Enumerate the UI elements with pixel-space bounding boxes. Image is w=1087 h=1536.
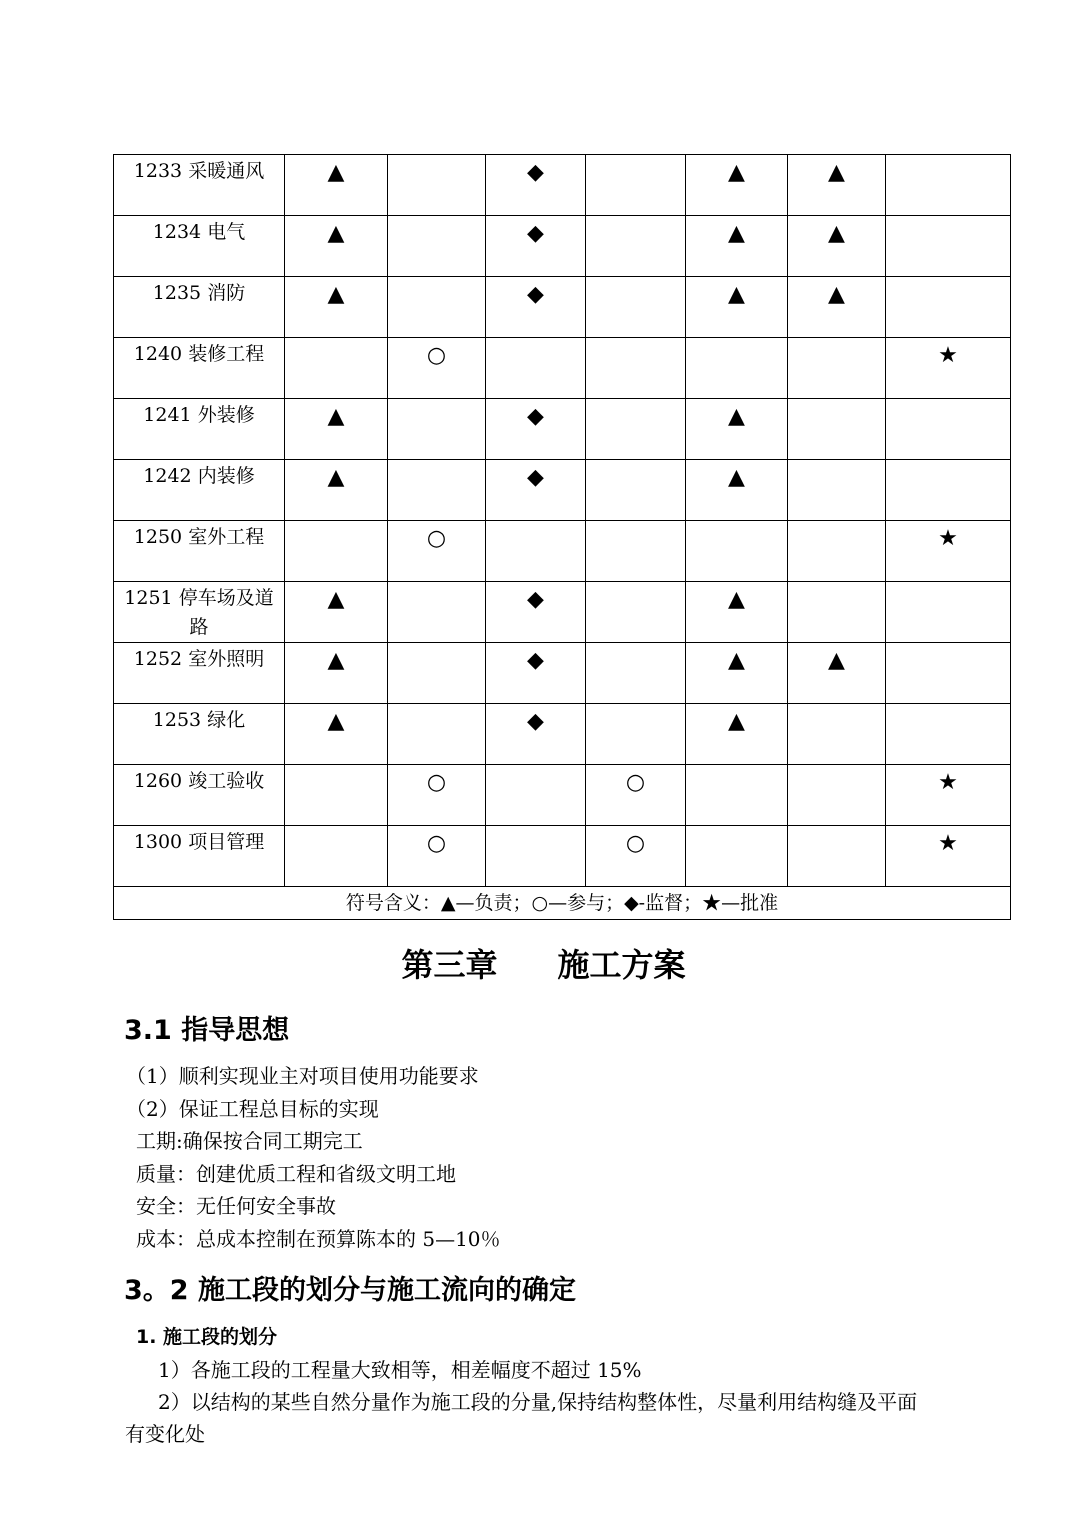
table-row: [114, 582, 1011, 643]
symbol-cell: ▲: [285, 643, 388, 704]
symbol-cell: ○: [388, 765, 486, 826]
symbol-cell: ◆: [486, 399, 586, 460]
guideline-line-2: （2）保证工程总目标的实现: [126, 1097, 379, 1121]
symbol-cell: [388, 277, 486, 338]
symbol-cell: [886, 155, 1011, 216]
symbol-cell: ▲: [686, 704, 788, 765]
symbol-cell: [788, 704, 886, 765]
symbol-cell: [686, 765, 788, 826]
symbol-cell: [886, 704, 1011, 765]
symbol-cell: ▲: [686, 460, 788, 521]
symbol-cell: ▲: [285, 277, 388, 338]
symbol-cell: [388, 155, 486, 216]
symbol-cell: ★: [886, 338, 1011, 399]
symbol-cell: ○: [388, 521, 486, 582]
task-name-cell: 1260 竣工验收: [114, 765, 285, 826]
symbol-cell: ▲: [285, 582, 388, 643]
symbol-cell: ★: [886, 826, 1011, 887]
symbol-cell: ▲: [686, 277, 788, 338]
division-item-2-line-1: 2）以结构的某些自然分量作为施工段的分量,保持结构整体性，尽量利用结构缝及平面: [158, 1390, 918, 1414]
symbol-cell: [586, 338, 686, 399]
symbol-cell: [388, 460, 486, 521]
guideline-line-4: 质量：创建优质工程和省级文明工地: [136, 1162, 456, 1186]
table-row: [114, 521, 1011, 582]
symbol-cell: ◆: [486, 643, 586, 704]
task-name-cell: 1234 电气: [114, 216, 285, 277]
task-name-cell: 1250 室外工程: [114, 521, 285, 582]
division-item-2-line-2: 有变化处: [125, 1422, 205, 1446]
symbol-cell: [586, 277, 686, 338]
symbol-cell: ▲: [285, 216, 388, 277]
symbol-cell: ▲: [285, 155, 388, 216]
table-row: [114, 826, 1011, 887]
symbol-cell: [788, 765, 886, 826]
section-3-2-heading: 3。2 施工段的划分与施工流向的确定: [124, 1275, 576, 1306]
symbol-cell: [586, 582, 686, 643]
chapter-number: 第三章: [401, 946, 498, 984]
symbol-cell: ○: [388, 826, 486, 887]
symbol-cell: ★: [886, 765, 1011, 826]
symbol-cell: ▲: [788, 155, 886, 216]
symbol-cell: [586, 521, 686, 582]
guideline-line-3: 工期:确保按合同工期完工: [136, 1129, 363, 1153]
task-name-cell: 1241 外装修: [114, 399, 285, 460]
legend-row: [114, 887, 1011, 920]
guideline-line-1: （1）顺利实现业主对项目使用功能要求: [126, 1064, 479, 1088]
symbol-cell: [586, 216, 686, 277]
symbol-cell: [686, 338, 788, 399]
symbol-cell: [886, 399, 1011, 460]
task-name-cell: 1251 停车场及道路: [114, 582, 285, 643]
symbol-cell: ○: [586, 826, 686, 887]
responsibility-matrix-table: [113, 154, 1011, 920]
task-name-cell: 1252 室外照明: [114, 643, 285, 704]
table-row: [114, 155, 1011, 216]
symbol-cell: ◆: [486, 155, 586, 216]
task-name-cell: 1235 消防: [114, 277, 285, 338]
matrix-body: [114, 155, 1011, 887]
table-row: [114, 216, 1011, 277]
symbol-cell: [686, 521, 788, 582]
symbol-cell: [788, 399, 886, 460]
symbol-cell: ▲: [788, 277, 886, 338]
symbol-cell: [788, 460, 886, 521]
symbol-cell: ◆: [486, 277, 586, 338]
symbol-cell: ▲: [686, 582, 788, 643]
symbol-cell: ★: [886, 521, 1011, 582]
task-name-cell: 1233 采暖通风: [114, 155, 285, 216]
symbol-cell: [586, 155, 686, 216]
symbol-cell: [486, 826, 586, 887]
symbol-cell: [686, 826, 788, 887]
symbol-cell: ◆: [486, 216, 586, 277]
symbol-cell: [388, 582, 486, 643]
symbol-cell: [586, 643, 686, 704]
chapter-title: 施工方案: [557, 946, 686, 984]
symbol-cell: ◆: [486, 704, 586, 765]
symbol-cell: [886, 216, 1011, 277]
symbol-cell: ◆: [486, 582, 586, 643]
task-name-cell: 1240 装修工程: [114, 338, 285, 399]
symbol-cell: [586, 399, 686, 460]
symbol-cell: ○: [586, 765, 686, 826]
task-name-cell: 1242 内装修: [114, 460, 285, 521]
symbol-cell: [586, 704, 686, 765]
table-row: [114, 277, 1011, 338]
symbol-cell: [886, 643, 1011, 704]
symbol-cell: [886, 582, 1011, 643]
table-row: [114, 704, 1011, 765]
symbol-cell: [486, 338, 586, 399]
symbol-cell: [388, 399, 486, 460]
symbol-cell: ▲: [285, 399, 388, 460]
task-name-cell: 1300 项目管理: [114, 826, 285, 887]
symbol-cell: ▲: [788, 216, 886, 277]
guideline-line-6: 成本：总成本控制在预算陈本的 5—10％: [136, 1227, 501, 1251]
division-item-1: 1）各施工段的工程量大致相等，相差幅度不超过 15%: [158, 1358, 642, 1382]
symbol-cell: ◆: [486, 460, 586, 521]
symbol-cell: ▲: [686, 399, 788, 460]
symbol-cell: [388, 704, 486, 765]
symbol-cell: [285, 826, 388, 887]
symbol-cell: ○: [388, 338, 486, 399]
symbol-cell: [388, 643, 486, 704]
table-row: [114, 643, 1011, 704]
subsection-1-heading: 1. 施工段的划分: [136, 1326, 278, 1348]
symbol-cell: [788, 521, 886, 582]
symbol-cell: [486, 765, 586, 826]
symbol-cell: [586, 460, 686, 521]
task-name-cell: 1253 绿化: [114, 704, 285, 765]
symbol-cell: ▲: [686, 155, 788, 216]
chapter-heading: [0, 940, 1087, 986]
symbol-cell: [886, 277, 1011, 338]
symbol-cell: ▲: [285, 460, 388, 521]
table-row: [114, 460, 1011, 521]
symbol-cell: ▲: [788, 643, 886, 704]
symbol-cell: [788, 582, 886, 643]
symbol-cell: [788, 338, 886, 399]
table-row: [114, 399, 1011, 460]
symbol-cell: [285, 521, 388, 582]
symbol-cell: [388, 216, 486, 277]
symbol-cell: [285, 338, 388, 399]
section-3-1-heading: 3.1 指导思想: [124, 1015, 290, 1046]
symbol-cell: [486, 521, 586, 582]
guideline-line-5: 安全：无任何安全事故: [136, 1194, 336, 1218]
table-row: [114, 338, 1011, 399]
symbol-cell: ▲: [285, 704, 388, 765]
symbol-cell: ▲: [686, 643, 788, 704]
symbol-cell: [285, 765, 388, 826]
table-row: [114, 765, 1011, 826]
symbol-legend: 符号含义：▲—负责；○—参与；◆-监督；★—批准: [114, 887, 1011, 920]
symbol-cell: [788, 826, 886, 887]
symbol-cell: ▲: [686, 216, 788, 277]
symbol-cell: [886, 460, 1011, 521]
